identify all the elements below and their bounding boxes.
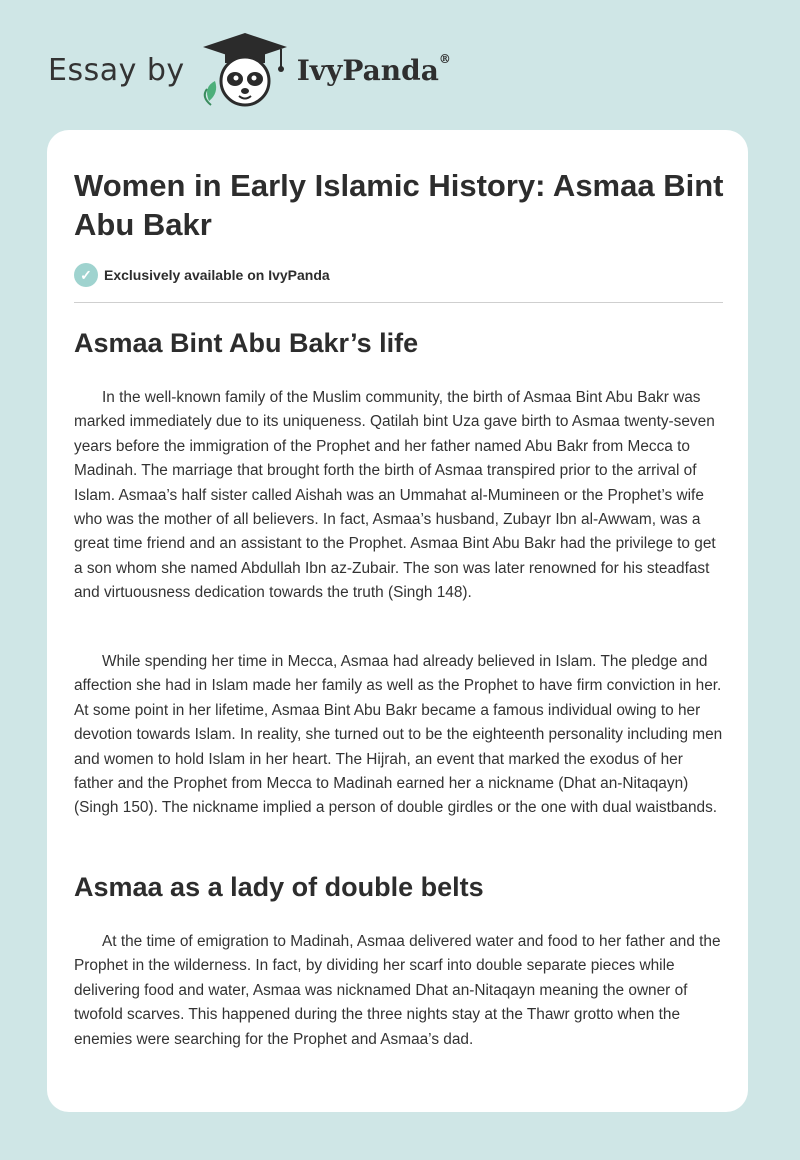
exclusive-badge bbox=[74, 263, 330, 287]
brand-name: IvyPanda® bbox=[296, 51, 451, 87]
brand-prefix: Essay by bbox=[48, 52, 185, 88]
paragraph-life-1: In the well-known family of the Muslim community, the birth of Asmaa Bint Abu Bakr was marked immediately due to its uniqueness. Qatilah bint Uza gave birth to Asmaa twenty-seven years before the immigration of the Prophet and her father named Abu Bakr from Mecca to Madinah. The marriage that brought forth the birth of Asmaa transpired prior to the arrival of Islam. Asmaa’s half sister called Aishah was an Ummahat al-Mumineen or the Prophet’s wife who was the mother of all believers. In fact, Asmaa’s husband, Zubayr Ibn al-Awwam, was a great time friend and an assistant to the Prophet. Asmaa Bint Abu Bakr had the privilege to get a son whom she named Abdullah Ibn az-Zubair. The son was later renowned for his steadfast and virtuousness dedication towards the truth (Singh 148). bbox=[74, 389, 716, 602]
check-icon: ✓ bbox=[74, 263, 98, 287]
essay-title: Women in Early Islamic History: Asmaa Bint Abu Bakr bbox=[74, 168, 724, 242]
panda-logo-icon bbox=[199, 31, 291, 109]
registered-mark: ® bbox=[438, 51, 451, 66]
brand-header bbox=[48, 30, 451, 110]
paragraph-life-2: While spending her time in Mecca, Asmaa had already believed in Islam. The pledge and affection she had in Islam made her family as well as the Prophet to have firm conviction in her. At some point in her lifetime, Asmaa Bint Abu Bakr became a famous individual owing to her devotion towards Islam. In reality, she turned out to be the eighteenth personality including men and women to hold Islam in her heart. The Hijrah, an event that marked the exodus of her father and the Prophet from Mecca to Madinah earned her a nickname (Dhat an-Nitaqayn) (Singh 150). The nickname implied a person of double girdles or the one with dual waistbands. bbox=[74, 653, 723, 817]
section-heading-life: Asmaa Bint Abu Bakr’s life bbox=[74, 328, 419, 358]
section-heading-double-belts: Asmaa as a lady of double belts bbox=[74, 872, 484, 902]
paragraph-double-belts-1: At the time of emigration to Madinah, Asmaa delivered water and food to her father and the Prophet in the wilderness. In fact, by dividing her scarf into double separate pieces while delivering food and water, Asmaa was nicknamed Dhat an-Nitaqayn meaning the owner of twofold scarves. This happened during the three nights stay at the Thawr grotto when the enemies were searching for the Prophet and Asmaa’s dad. bbox=[74, 933, 721, 1048]
title-divider bbox=[74, 302, 723, 303]
essay-card bbox=[47, 130, 748, 1112]
badge-text: Exclusively available on IvyPanda bbox=[104, 267, 330, 283]
